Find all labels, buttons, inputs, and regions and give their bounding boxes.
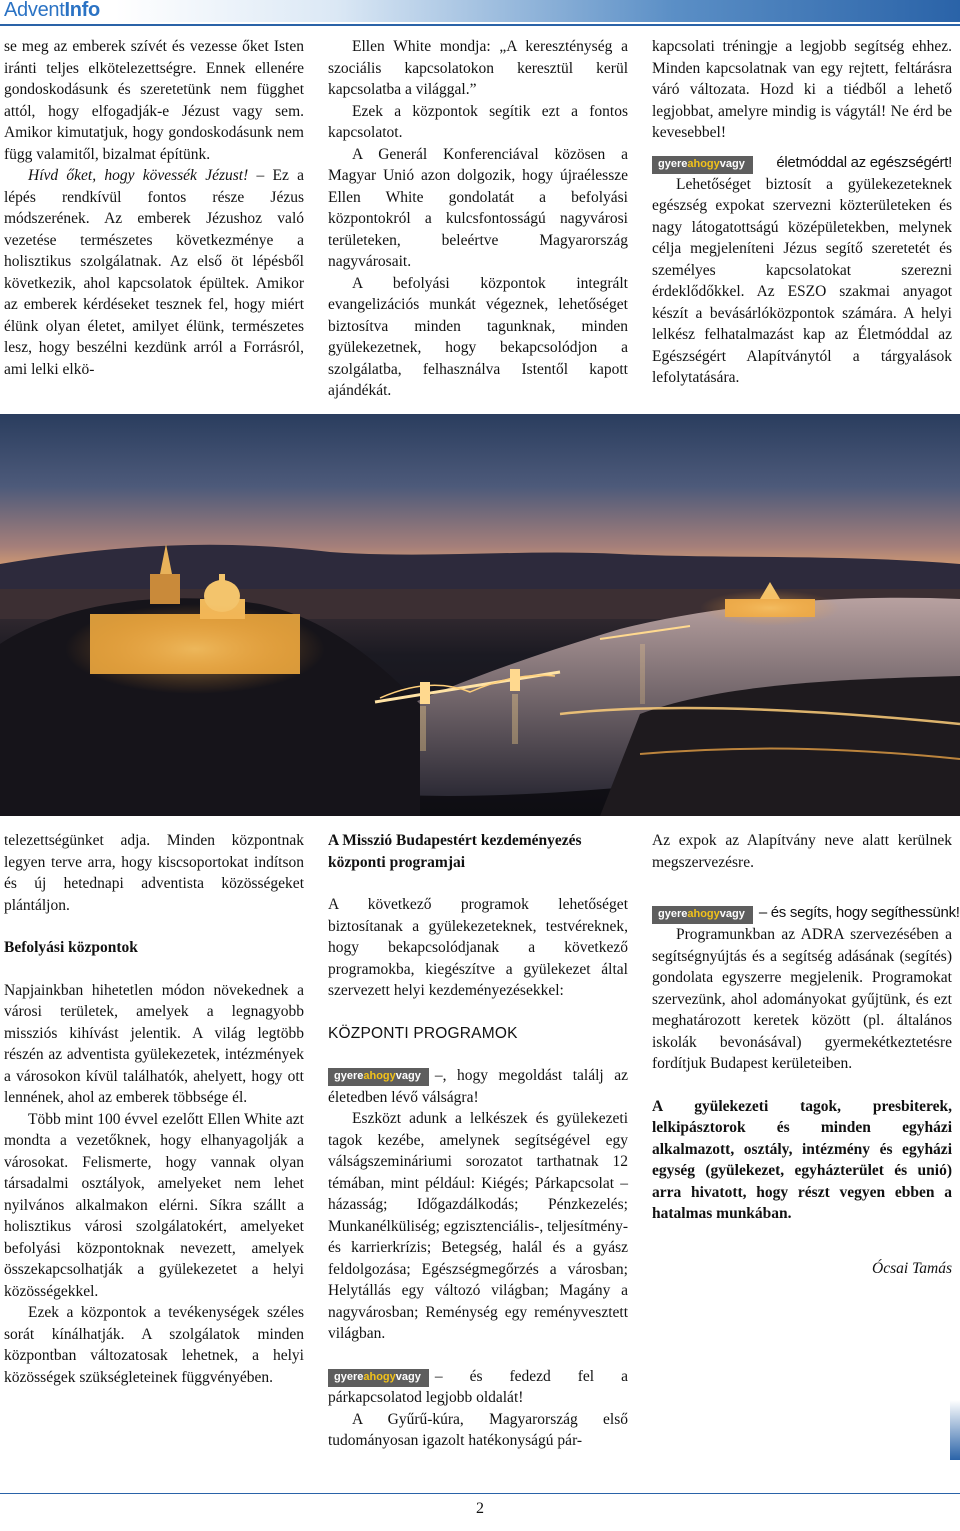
header-bar	[0, 0, 960, 22]
gyereahogyvagy-badge: gyereahogyvagy	[328, 1369, 429, 1387]
tagline-row	[652, 152, 952, 174]
top-column-2	[328, 36, 628, 402]
programs-heading: KÖZPONTI PROGRAMOK	[328, 1024, 518, 1042]
paragraph: Eszközt adunk a lelkészek és gyülekezeti tagok kezébe, amelynek segítségével egy válságszemináriumi sorozatot tarthatnak 12 témában, mint például: Kiégés; Párkapcsolat – házasság; Időgazdálkodás; Pénzkezelés; Munkanélküliség; egzisztenciális-, teljesítmény- és karrierkrízis; Betegség, halál és a gyász feldolgozása; Egészségmegőrzés a városban; Helytállás egy változó világban; Magány a nagyvárosban; Reménység egy reményvesztett világban.	[328, 1110, 629, 1342]
paragraph: A Generál Konferenciával közösen a Magyar Unió azon dolgozik, hogy újraélessze Ellen White gondolatát a befolyási központokról a kulcsfontosságú nagyvárosi területeken, beleértve Magyarország nagyvárosait.	[328, 145, 628, 270]
paragraph: Az expok az Alapítvány neve alatt kerülnek megszervezésre.	[652, 832, 952, 871]
header-rule	[0, 24, 960, 26]
paragraph: kapcsolati tréningje a legjobb segítség ehhez. Minden kapcsolatnak van egy rejtett, feltárásra váró változata. Hozd ki a tiédből a lehető legjobbat, amelyre mindig is vágytál! Ne érd be kevesebbel!	[652, 38, 952, 141]
text-run: se meg az emberek szívét és vezesse őket Isten iránti teljes elkötelezettségre. Ennek ellenére gondoskodásunk és szeretetünk nem függhet attól, hogy elfogadják-e Jézust vagy sem. Amikor kimutatjuk, hogy gondoskodásunk nem függ valamitől, bizalmat építünk.	[4, 38, 304, 163]
bottom-column-3	[652, 830, 960, 1279]
italic-run: Hívd őket, hogy kövessék Jézust! –	[28, 167, 265, 184]
section-heading: Befolyási központok	[4, 939, 138, 956]
footer-rule	[0, 1493, 960, 1494]
section-heading: A Misszió Budapestért kezdeményezés központi programjai	[328, 832, 582, 871]
paragraph: Lehetőséget biztosít a gyülekezeteknek egészség expokat szervezni közterületeken és nagy látogatottságú középületekben, melynek célja megjeleníteni Jézus segítő szeretetét és személyes kapcsolatokat szerezni érdeklődőkkel. Az ESZO szakmai anyagot készít a bevásárlóközpontok számára. A helyi lelkész felhatalmazást kap az Életmóddal az Egészségért Alapítványtól a tárgyalások lefolytatására.	[652, 175, 952, 386]
photo-illustration	[0, 414, 960, 816]
tagline-text: életmóddal az egészségért!	[776, 153, 952, 171]
paragraph: Ezek a központok segítik ezt a fontos kapcsolatot.	[328, 102, 628, 141]
bottom-column-2	[328, 830, 628, 1452]
gyereahogyvagy-badge: gyereahogyvagy	[328, 1068, 429, 1086]
tagline-text: – és fedezd fel a párkapcsolatod legjobb oldalát!	[328, 1367, 628, 1406]
gyereahogyvagy-badge: gyereahogyvagy	[652, 156, 753, 174]
paragraph: Ellen White mondja: „A kereszténység a szociális kapcsolatokon keresztül kerül kapcsolatba a világgal.”	[328, 38, 628, 98]
paragraph: A befolyási központok integrált evangelizációs munkát végeznek, lehetőséget biztosítva minden tagunknak, minden gyülekezetnek, hogy bekapcsolódjon a szolgálatba, felhasználva Istentől kapott ajándékát.	[328, 274, 628, 399]
side-accent	[950, 1400, 960, 1460]
bottom-column-1	[4, 830, 304, 1388]
paragraph: telezettségünket adja. Minden központnak legyen terve arra, hogy kiscsoportokat indítson és új hetednapi adventista közösségeket plántáljon.	[4, 832, 304, 914]
text-run: Ez a lépés rendkívül fontos része Jézus módszerének. Az emberek Jézushoz való vezetése természetes következménye a holisztikus szolgálatnak. Az első öt lépésből következik, ahol kapcsolatok épültek. Amikor az emberek kérdéseket tesznek fel, hogy miért élünk olyan életet, amilyet élünk, természetes lesz, hogy beszélni kezdünk arról a Forrásról, ami lelki elkö-	[4, 167, 304, 378]
page-number: 2	[476, 1500, 484, 1517]
tagline-text: – és segíts, hogy segíthessünk!	[758, 904, 960, 921]
closing-bold-paragraph: A gyülekezeti tagok, presbiterek, lelkipásztorok és minden egyházi alkalmazott, osztály, intézmény és egyházi egység (gyülekezet, egyházterület és unió) arra hivatott, hogy részt vegyen ebben a hatalmas munkában.	[652, 1097, 952, 1222]
budapest-night-photo	[0, 414, 960, 816]
tagline-row	[652, 902, 960, 924]
top-column-3	[652, 36, 952, 389]
paragraph: A következő programok lehetőséget biztosítanak a gyülekezeteknek, testvéreknek, hogy bekapcsolódjanak a következő programokba, kiegészítve a gyülekezet által szervezett helyi kezdeményezésekkel:	[328, 896, 628, 999]
paragraph: Napjainkban hihetetlen módon növekednek a városi területek, amelyek a legnagyobb missziós kihívást jelentik. A világ legtöbb részén az adventista gyülekezetek, intézmények a városokon kívül találhatók, ahelyett, hogy ott lennének, ahol az emberek többsége él.	[4, 981, 304, 1106]
brand-logo: AdventInfo	[4, 0, 100, 21]
paragraph: A Gyűrű-kúra, Magyarország első tudományosan igazolt hatékonyságú pár-	[328, 1410, 628, 1449]
tagline-text: –, hogy megoldást találj az életedben lévő válságra!	[328, 1067, 628, 1106]
gyereahogyvagy-badge: gyereahogyvagy	[652, 906, 753, 924]
top-column-1	[4, 36, 304, 380]
paragraph: Programunkban az ADRA szervezésében a segítségnyújtás és a segítség adásának (segítés) gondolata egyszerre megjelenik. Programokat szervezünk, ahol adományokat gyűjtünk, és ezt meghatározott keretek között (pl. általános iskolák bevonásával) gyermekétkeztetésre fordítjuk Budapest kerületeiben.	[652, 926, 952, 1072]
paragraph: Ezek a központok a tevékenységek széles sorát kínálhatják. A szolgálatok minden központban változatosak lehetnek, a helyi közösségek szükségleteinek függvényében.	[4, 1304, 304, 1386]
paragraph: Több mint 100 évvel ezelőtt Ellen White azt mondta a vezetőknek, hogy elhanyagolják a városokat. Felismerte, hogy vannak olyan társadalmi osztályok, amelyeket nem lehet nyilvános alkalmakon elérni. Síkra szállt a holisztikus városi szolgálatokért, amelyeket befolyási központoknak nevezett, amelyek összekapcsolhatják a gyülekezetet a helyi közösségekkel.	[4, 1110, 304, 1300]
author-signature: Ócsai Tamás	[872, 1259, 952, 1277]
